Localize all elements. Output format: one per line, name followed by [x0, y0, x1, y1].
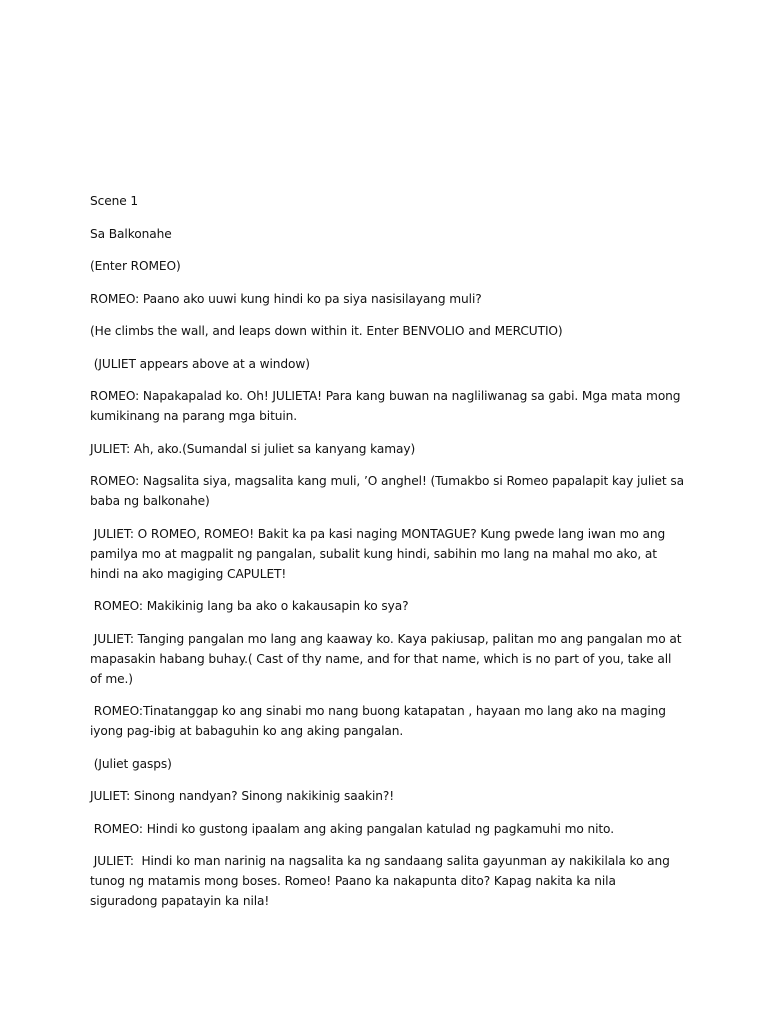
- dialogue-line: ROMEO: Nagsalita siya, magsalita kang muli, ’O anghel! (Tumakbo si Romeo papalapit kay juliet sa baba ng balkonahe): [90, 474, 688, 508]
- stage-direction: (Juliet gasps): [90, 756, 172, 771]
- dialogue-line: JULIET: Hindi ko man narinig na nagsalita ka ng sandaang salita gayunman ay nakikilala ko ang tunog ng matamis mong boses. Romeo! Paano ka nakapunta dito? Kapag nakita ka nila siguradong papatayin ka nila!: [90, 854, 674, 908]
- dialogue-line: ROMEO:Tinatanggap ko ang sinabi mo nang buong katapatan , hayaan mo lang ako na maging iyong pag-ibig at babaguhin ko ang aking pangalan.: [90, 704, 670, 738]
- dialogue-line: JULIET: Ah, ako.(Sumandal si juliet sa kanyang kamay): [90, 441, 416, 456]
- dialogue-line: ROMEO: Paano ako uuwi kung hindi ko pa siya nasisilayang muli?: [90, 291, 482, 306]
- dialogue-line: ROMEO: Makikinig lang ba ako o kakausapin ko sya?: [90, 599, 409, 613]
- stage-direction: (He climbs the wall, and leaps down within it. Enter BENVOLIO and MERCUTIO): [90, 324, 563, 338]
- stage-direction: (JULIET appears above at a window): [90, 356, 310, 371]
- dialogue-line: ROMEO: Hindi ko gustong ipaalam ang aking pangalan katulad ng pagkamuhi mo nito.: [90, 821, 614, 836]
- setting-line: Sa Balkonahe: [90, 226, 172, 241]
- dialogue-line: JULIET: Sinong nandyan? Sinong nakikinig saakin?!: [90, 789, 395, 803]
- stage-direction: (Enter ROMEO): [90, 259, 181, 273]
- dialogue-line: JULIET: Tanging pangalan mo lang ang kaaway ko. Kaya pakiusap, palitan mo ang pangalan mo at mapasakin habang buhay.( Cast of thy name, and for that name, which is no part of you, take all of me.): [90, 631, 686, 686]
- document-body: [90, 191, 688, 924]
- dialogue-line: ROMEO: Napakapalad ko. Oh! JULIETA! Para kang buwan na nagliliwanag sa gabi. Mga mata mong kumikinang na parang mga bituin.: [90, 389, 685, 423]
- dialogue-line: JULIET: O ROMEO, ROMEO! Bakit ka pa kasi naging MONTAGUE? Kung pwede lang iwan mo ang pamilya mo at magpalit ng pangalan, subalit kung hindi, sabihin mo lang na mahal mo ako, at hindi na ako magiging CAPULET!: [90, 526, 669, 581]
- scene-heading: Scene 1: [90, 194, 139, 208]
